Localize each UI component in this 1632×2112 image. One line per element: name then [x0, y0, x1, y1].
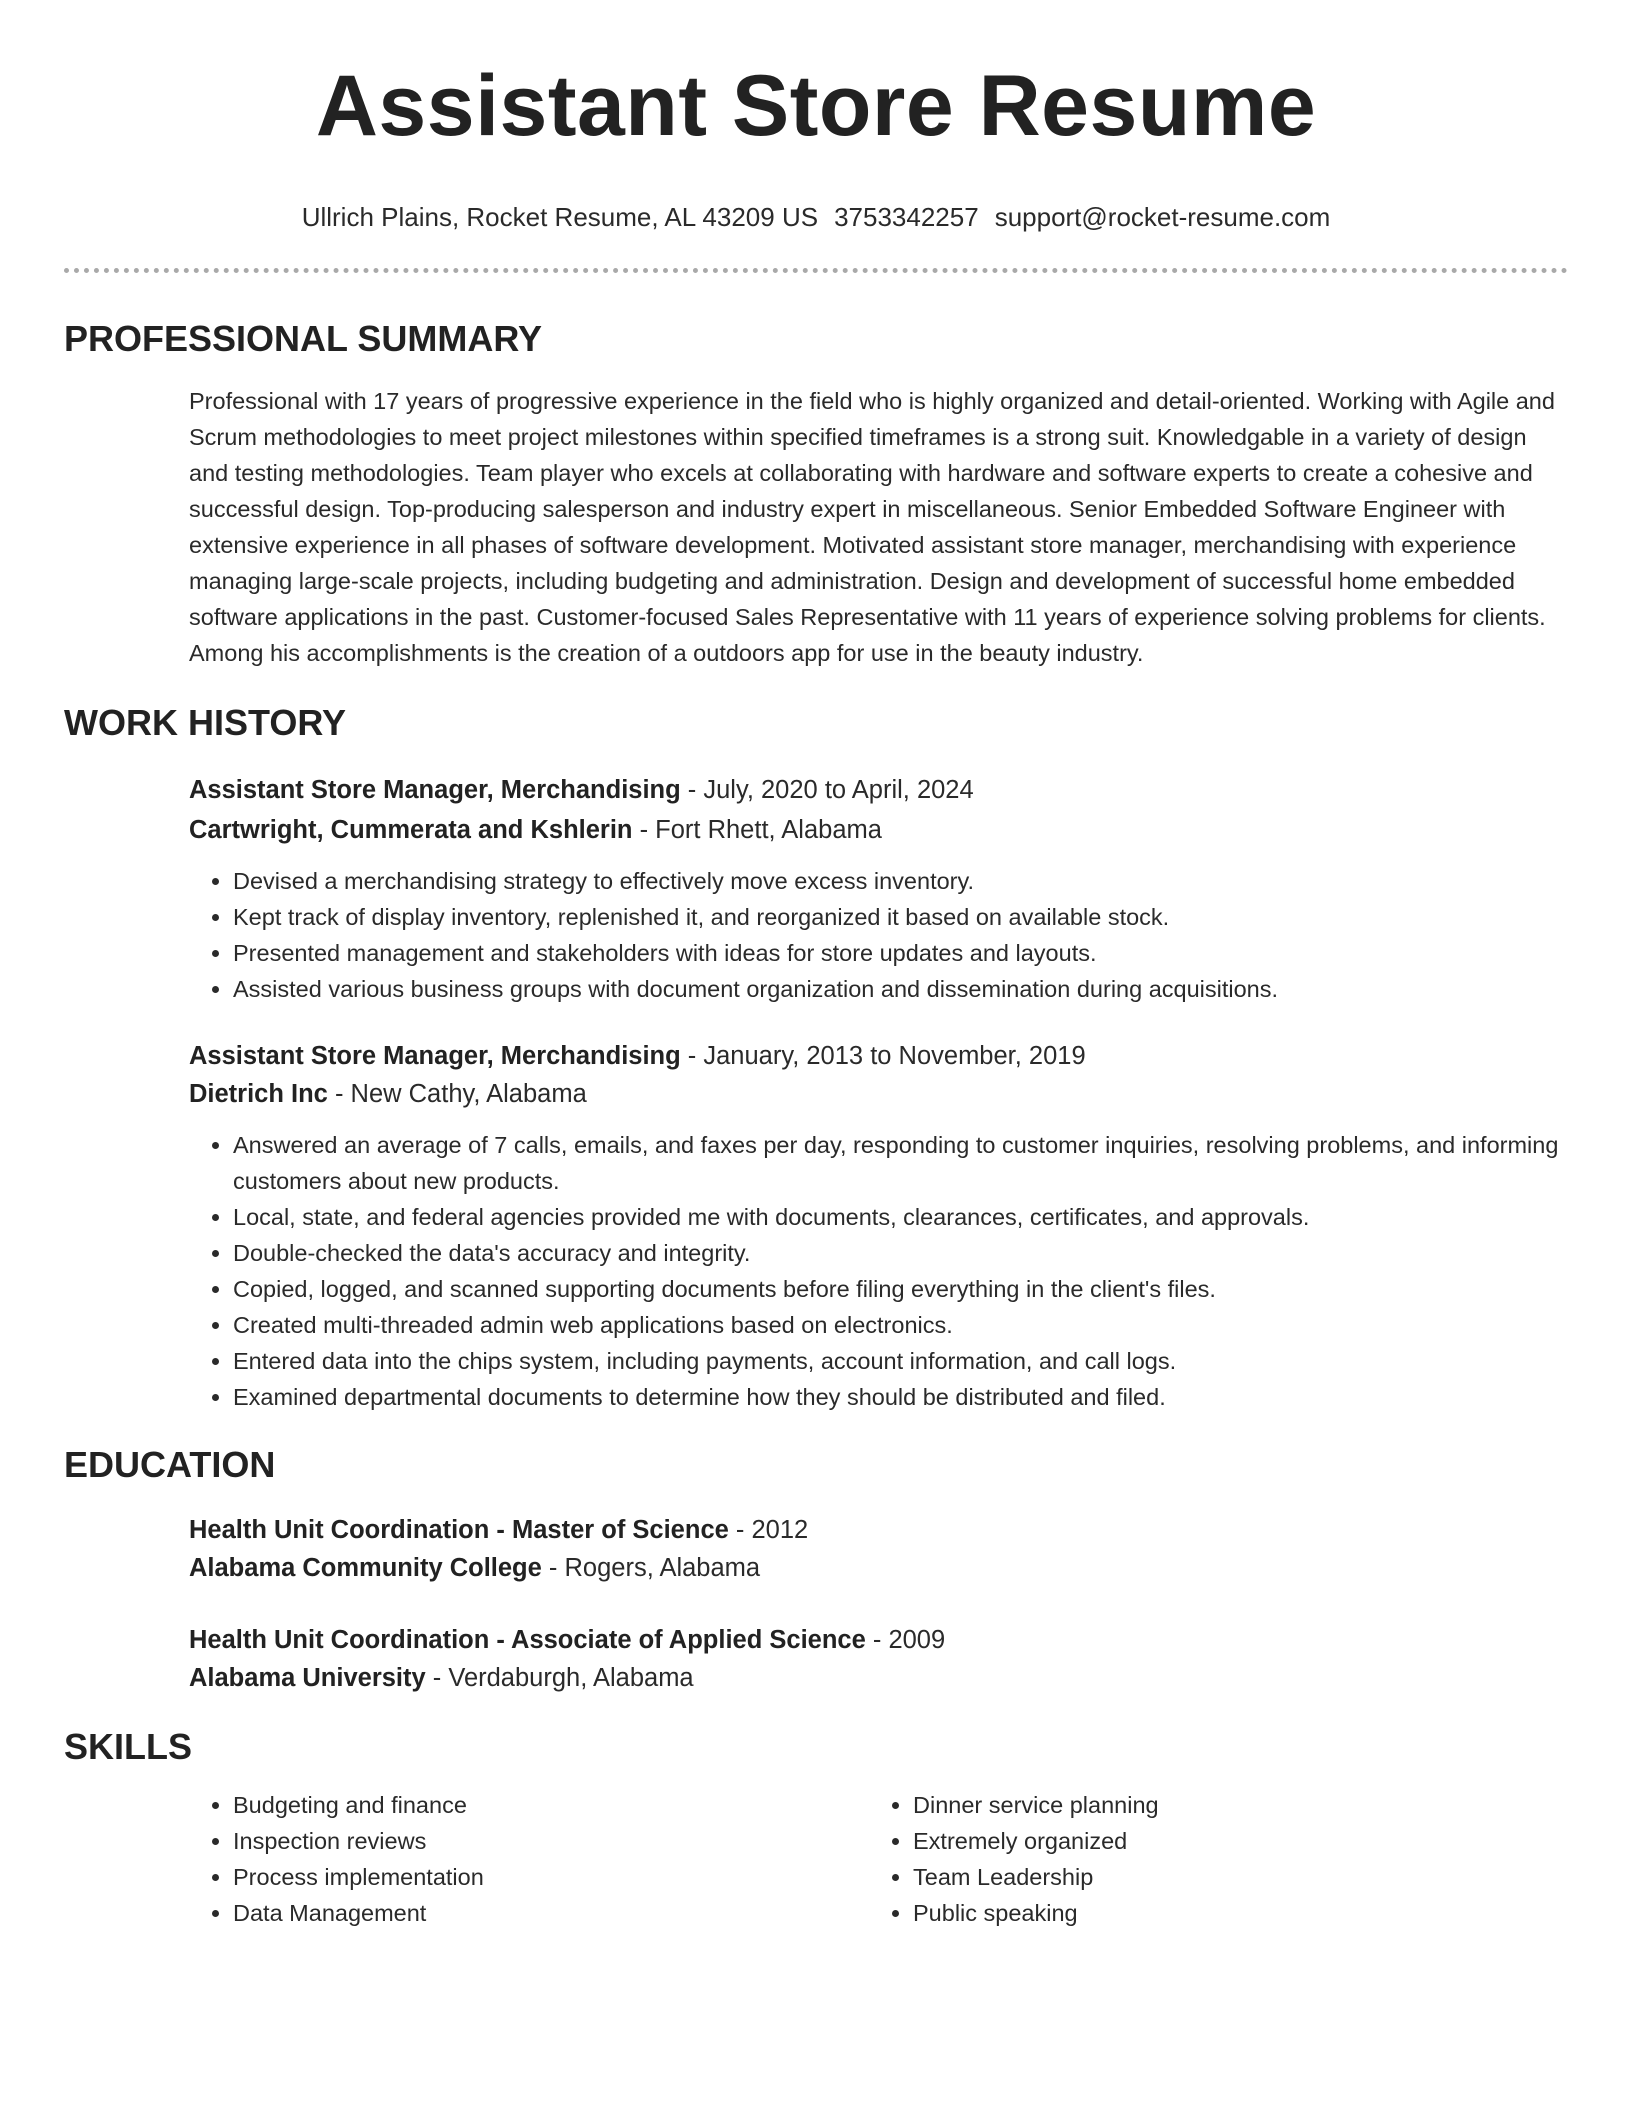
job-company: Cartwright, Cummerata and Kshlerin: [189, 816, 633, 844]
contact-email: support@rocket-resume.com: [994, 202, 1331, 232]
education-entry: [64, 1511, 1568, 1587]
job-company: Dietrich Inc: [189, 1080, 328, 1108]
job-role: Assistant Store Manager, Merchandising: [189, 776, 681, 804]
list-item: • Local, state, and federal agencies provided me with documents, clearances, certificates, and approvals.: [233, 1199, 1568, 1235]
list-item: • Copied, logged, and scanned supporting documents before filing everything in the client's files.: [233, 1271, 1568, 1307]
education-school: Alabama University: [189, 1664, 426, 1692]
contact-phone: 3753342257: [834, 202, 979, 232]
list-item: • Answered an average of 7 calls, emails, and faxes per day, responding to customer inquiries, resolving problems, and informing customers about new products.: [233, 1127, 1568, 1199]
education-degree-line: [189, 1621, 1568, 1659]
skills-column-left: [189, 1787, 869, 1931]
job-role: Assistant Store Manager, Merchandising: [189, 1042, 681, 1070]
list-item: • Extremely organized: [913, 1823, 1549, 1859]
work-history-heading: WORK HISTORY: [64, 702, 347, 743]
education-entry: [64, 1621, 1568, 1697]
job-entry: [64, 1037, 1568, 1415]
list-item: • Created multi-threaded admin web applications based on electronics.: [233, 1307, 1568, 1343]
list-item: • Team Leadership: [913, 1859, 1549, 1895]
skills-list: [869, 1787, 1549, 1931]
list-item: • Dinner service planning: [913, 1787, 1549, 1823]
list-item: • Process implementation: [233, 1859, 869, 1895]
list-item: • Data Management: [233, 1895, 869, 1931]
job-duties-list: [189, 1127, 1568, 1415]
list-item: • Public speaking: [913, 1895, 1549, 1931]
education-school-line: [189, 1659, 1568, 1697]
education-school: Alabama Community College: [189, 1554, 542, 1582]
education-school-line: [189, 1549, 1568, 1587]
contact-address: Ullrich Plains, Rocket Resume, AL 43209 US: [301, 202, 819, 232]
job-duties-list: [189, 863, 1568, 1007]
education-heading: EDUCATION: [64, 1444, 276, 1485]
education-year: - 2012: [728, 1516, 809, 1544]
summary-heading: PROFESSIONAL SUMMARY: [64, 318, 543, 359]
education-location: - Rogers, Alabama: [541, 1554, 761, 1582]
summary-text: Professional with 17 years of progressive experience in the field who is highly organized and detail-oriented. Working with Agile and Scrum methodologies to meet project milestones within specified timeframes is a strong suit. Knowledgable in a variety of design and testing methodologies. Team player who excels at collaborating with hardware and software experts to create a cohesive and successful design. Top-producing salesperson and industry expert in miscellaneous. Senior Embedded Software Engineer with extensive experience in all phases of software development. Motivated assistant store manager, merchandising with experience managing large-scale projects, including budgeting and administration. Design and development of successful home embedded software applications in the past. Customer-focused Sales Representative with 11 years of experience solving problems for clients. Among his accomplishments is the creation of a outdoors app for use in the beauty industry.: [189, 388, 1555, 666]
list-item: • Examined departmental documents to determine how they should be distributed and filed.: [233, 1379, 1568, 1415]
list-item: • Entered data into the chips system, including payments, account information, and call logs.: [233, 1343, 1568, 1379]
list-item: • Budgeting and finance: [233, 1787, 869, 1823]
skills-heading: SKILLS: [64, 1726, 193, 1767]
education-year: - 2009: [865, 1626, 946, 1654]
education-degree: Health Unit Coordination - Master of Science: [189, 1516, 729, 1544]
job-dates: - July, 2020 to April, 2024: [680, 776, 974, 804]
list-item: • Assisted various business groups with document organization and dissemination during acquisitions.: [233, 971, 1568, 1007]
job-company-line: [189, 811, 1568, 849]
job-title-line: [189, 1037, 1568, 1075]
list-item: • Kept track of display inventory, replenished it, and reorganized it based on available stock.: [233, 899, 1568, 935]
list-item: • Double-checked the data's accuracy and integrity.: [233, 1235, 1568, 1271]
job-company-line: [189, 1075, 1568, 1113]
contact-line: [64, 200, 1568, 234]
job-location: - Fort Rhett, Alabama: [632, 816, 882, 844]
job-location: - New Cathy, Alabama: [327, 1080, 587, 1108]
education-degree: Health Unit Coordination - Associate of Applied Science: [189, 1626, 866, 1654]
list-item: • Inspection reviews: [233, 1823, 869, 1859]
header-divider: [64, 268, 1568, 273]
skills-column-right: [869, 1787, 1549, 1931]
skills-list: [189, 1787, 869, 1931]
education-degree-line: [189, 1511, 1568, 1549]
list-item: • Devised a merchandising strategy to effectively move excess inventory.: [233, 863, 1568, 899]
job-entry: [64, 771, 1568, 1007]
resume-name: Assistant Store Resume: [315, 58, 1317, 154]
job-title-line: [189, 771, 1568, 809]
education-location: - Verdaburgh, Alabama: [425, 1664, 694, 1692]
job-dates: - January, 2013 to November, 2019: [680, 1042, 1086, 1070]
skills-grid: [64, 1787, 1568, 1931]
list-item: • Presented management and stakeholders with ideas for store updates and layouts.: [233, 935, 1568, 971]
